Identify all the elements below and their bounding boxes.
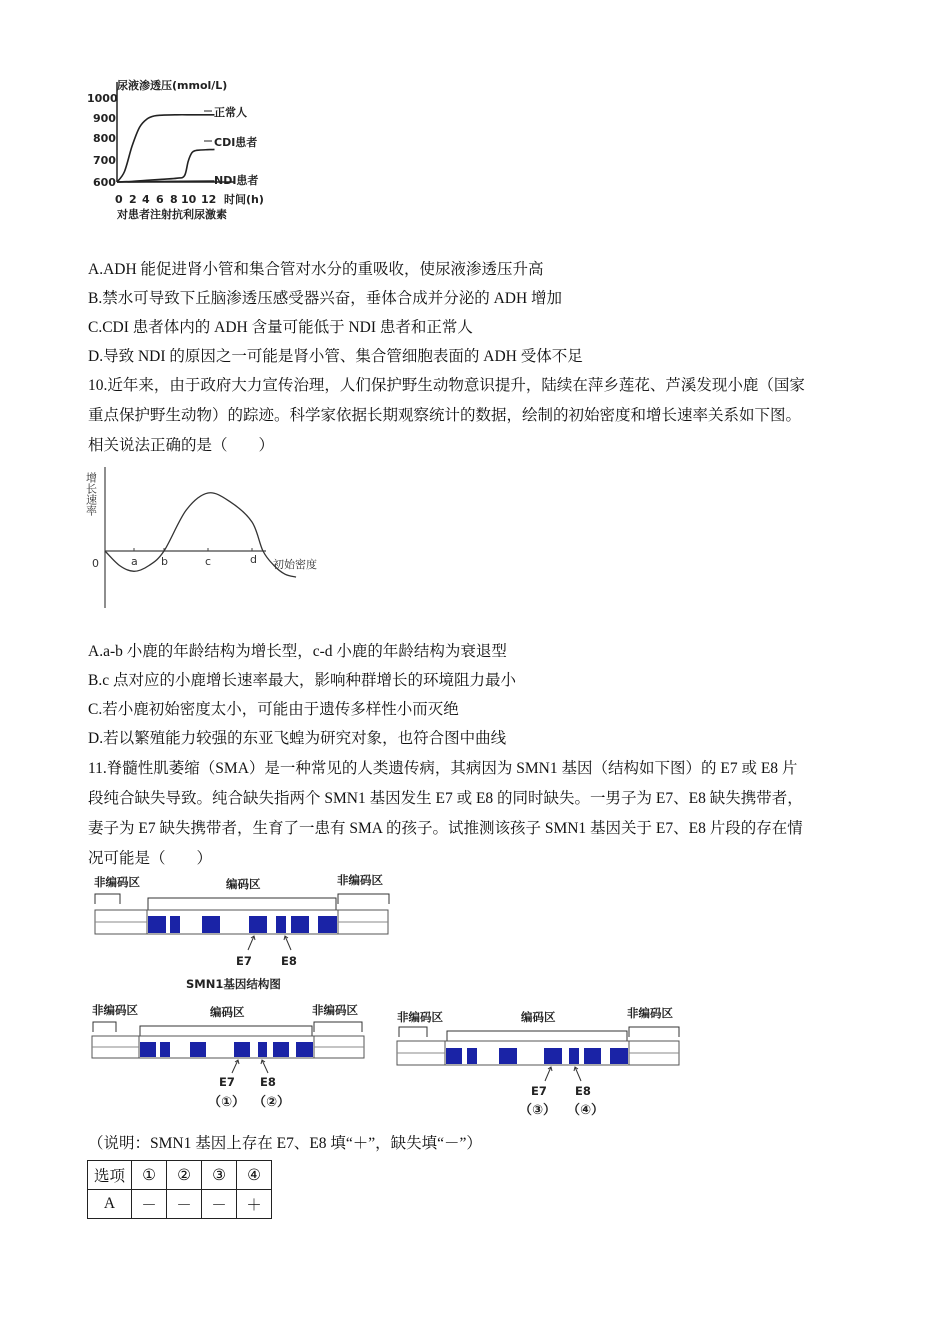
- coding-label: 编码区: [210, 1005, 245, 1019]
- chart1-xtick: 10: [181, 193, 197, 206]
- q10-option-b: B.c 点对应的小鹿增长速率最大，影响种群增长的环境阻力最小: [88, 672, 516, 689]
- q11-note: （说明：SMN1 基因上存在 E7、E8 填“＋”，缺失填“－”）: [88, 1135, 482, 1152]
- noncoding-label-right: 非编码区: [627, 1006, 673, 1020]
- noncoding-label-right: 非编码区: [337, 873, 383, 887]
- noncoding-label-right: 非编码区: [312, 1003, 358, 1017]
- marker-2: （②）: [253, 1095, 291, 1110]
- chart1-xlabel: 时间(h): [224, 193, 264, 206]
- table-header-cell: ④: [237, 1161, 272, 1190]
- q9-option-d: D.导致 NDI 的原因之一可能是肾小管、集合管细胞表面的 ADH 受体不足: [88, 348, 583, 365]
- e7-label: E7: [219, 1075, 235, 1089]
- table-cell: ＋: [237, 1190, 272, 1219]
- marker-3: （③）: [519, 1103, 557, 1118]
- q10-stem-line3: 相关说法正确的是（ ）: [88, 437, 275, 454]
- chart1-ytick: 800: [93, 132, 116, 145]
- e8-label: E8: [575, 1084, 591, 1098]
- table-cell: －: [202, 1190, 237, 1219]
- chart1-xtick: 6: [156, 193, 164, 206]
- chart1-series-line-2: [117, 181, 215, 182]
- table-cell: A: [88, 1190, 132, 1219]
- answer-options-table: [87, 1160, 272, 1219]
- q10-option-a: A.a-b 小鹿的年龄结构为增长型，c-d 小鹿的年龄结构为衰退型: [88, 643, 507, 660]
- chart1-ytick: 700: [93, 154, 116, 167]
- q11-stem-line4: 况可能是（ ）: [88, 850, 213, 867]
- q10-stem-line1: 10.近年来，由于政府大力宣传治理，人们保护野生动物意识提升，陆续在萍乡莲花、芦溪发现小鹿（国家: [88, 377, 805, 394]
- noncoding-label-left: 非编码区: [92, 1003, 138, 1017]
- coding-label: 编码区: [226, 877, 261, 891]
- q9-option-a: A.ADH 能促进肾小管和集合管对水分的重吸收，使尿液渗透压升高: [88, 261, 544, 278]
- q11-stem-line3: 妻子为 E7 缺失携带者，生育了一患有 SMA 的孩子。试推测该孩子 SMN1 基因关于 E7、E8 片段的存在情: [88, 820, 803, 837]
- q10-stem-line2: 重点保护野生动物）的踪迹。科学家依据长期观察统计的数据，绘制的初始密度和增长速率关系如下图。: [88, 407, 802, 424]
- e7-label: E7: [531, 1084, 547, 1098]
- chart1-xtick: 12: [201, 193, 217, 206]
- chart1-legend-normal: 正常人: [214, 106, 247, 119]
- chart1-ytick: 1000: [87, 92, 118, 105]
- chart1-ytick: 900: [93, 112, 116, 125]
- smn1-gene-diagram-1-2: [86, 1000, 371, 1120]
- smn1-gene-structure-diagram: [88, 870, 398, 995]
- table-header-cell: 选项: [88, 1161, 132, 1190]
- noncoding-label-left: 非编码区: [397, 1010, 443, 1024]
- chart2-ylabel: 增长速率: [84, 472, 98, 516]
- marker-4: （④）: [567, 1103, 605, 1118]
- table-header-row: [88, 1161, 272, 1190]
- q9-option-b: B.禁水可导致下丘脑渗透压感受器兴奋，垂体合成并分泌的 ADH 增加: [88, 290, 563, 307]
- q9-option-c: C.CDI 患者体内的 ADH 含量可能低于 NDI 患者和正常人: [88, 319, 473, 336]
- chart1-legend-cdi: CDI患者: [214, 136, 258, 149]
- table-cell: －: [132, 1190, 167, 1219]
- chart2-point-c: c: [205, 555, 212, 568]
- chart1-legend-ndi: NDI患者: [214, 174, 259, 187]
- table-cell: －: [167, 1190, 202, 1219]
- table-row: [88, 1190, 272, 1219]
- chart2-origin-label: 0: [92, 557, 99, 570]
- chart1-xtick: 4: [142, 193, 150, 206]
- chart1-caption: 对患者注射抗利尿激素: [117, 208, 227, 221]
- urine-osmolality-chart: [84, 76, 284, 226]
- q10-option-d: D.若以繁殖能力较强的东亚飞蝗为研究对象，也符合图中曲线: [88, 730, 507, 747]
- chart1-ytick: 600: [93, 176, 116, 189]
- q10-option-c: C.若小鹿初始密度太小，可能由于遗传多样性小而灭绝: [88, 701, 459, 718]
- table-header-cell: ①: [132, 1161, 167, 1190]
- smn1-gene-diagram-3-4: [393, 1003, 688, 1123]
- chart2-point-b: b: [161, 555, 168, 568]
- table-header-cell: ③: [202, 1161, 237, 1190]
- e8-label: E8: [281, 954, 297, 968]
- coding-label: 编码区: [521, 1010, 556, 1024]
- marker-1: （①）: [208, 1095, 246, 1110]
- e7-label: E7: [236, 954, 252, 968]
- chart2-xlabel: 初始密度: [273, 558, 317, 571]
- q11-stem-line1: 11.脊髓性肌萎缩（SMA）是一种常见的人类遗传病，其病因为 SMN1 基因（结构如下图）的 E7 或 E8 片: [88, 760, 798, 777]
- chart1-xtick: 8: [170, 193, 178, 206]
- chart1-xtick: 2: [129, 193, 137, 206]
- noncoding-label-left: 非编码区: [94, 875, 140, 889]
- e8-label: E8: [260, 1075, 276, 1089]
- growth-rate-chart: [86, 462, 336, 612]
- chart1-ylabel: 尿液渗透压(mmol/L): [117, 79, 228, 92]
- table-header-cell: ②: [167, 1161, 202, 1190]
- chart2-point-d: d: [250, 553, 257, 566]
- diagram-title: SMN1基因结构图: [186, 977, 281, 991]
- chart1-series-line-0: [117, 115, 215, 182]
- chart2-point-a: a: [131, 555, 138, 568]
- chart1-series-line-1: [117, 149, 215, 182]
- q11-stem-line2: 段纯合缺失导致。纯合缺失指两个 SMN1 基因发生 E7 或 E8 的同时缺失。一男子为 E7、E8 缺失携带者，: [88, 790, 803, 807]
- chart1-xtick: 0: [115, 193, 123, 206]
